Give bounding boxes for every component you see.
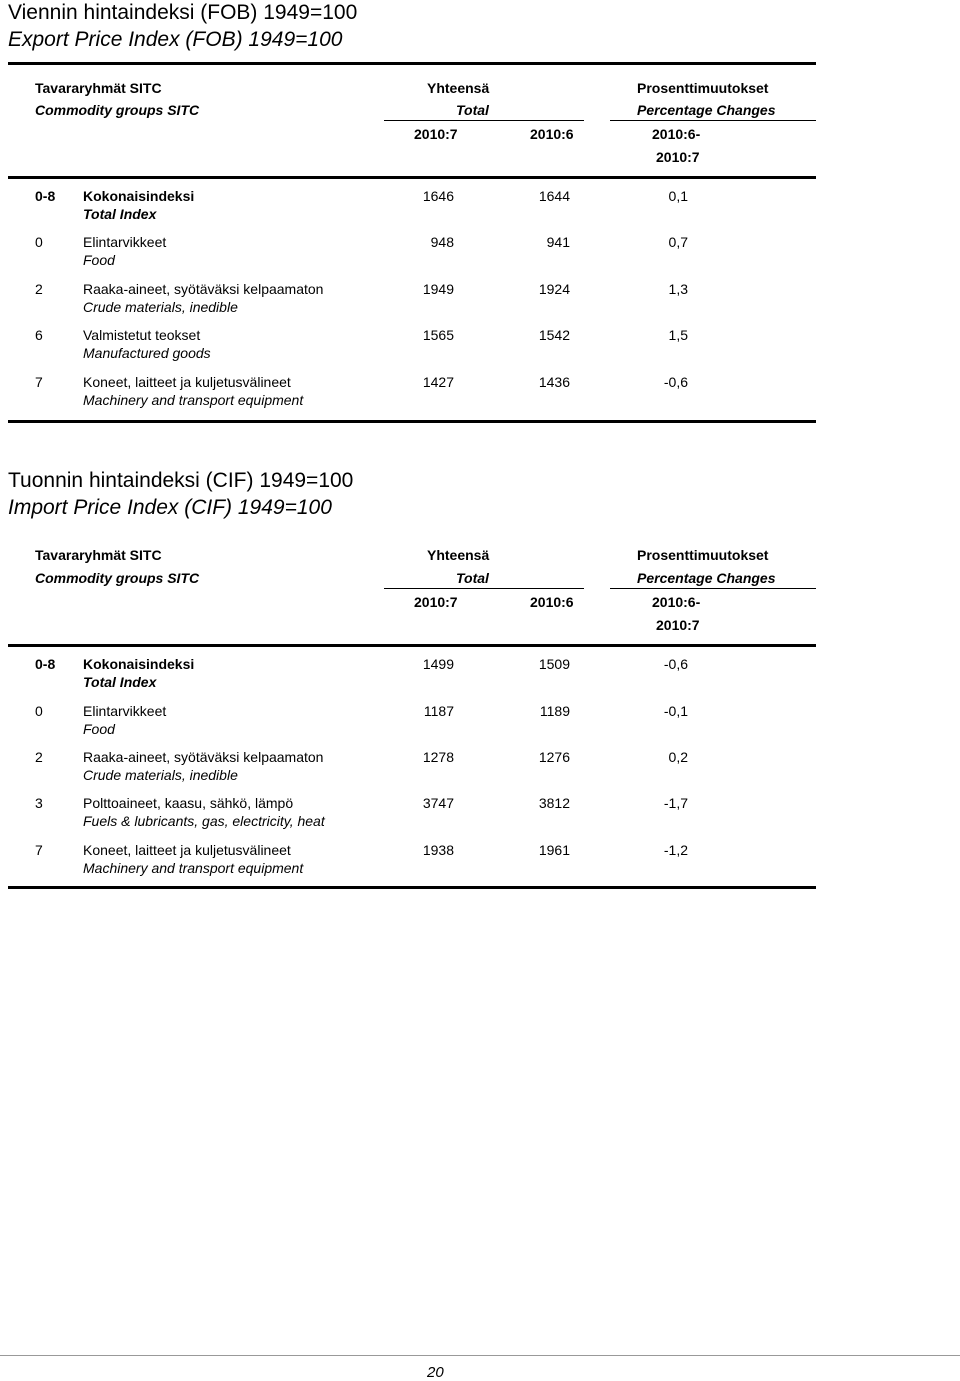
row-label-fi: Raaka-aineet, syötäväksi kelpaamaton [83,749,324,765]
export-header-group-en: Commodity groups SITC [35,102,200,118]
import-change-underline [610,588,816,589]
row-label-fi: Polttoaineet, kaasu, sähkö, lämpö [83,795,294,811]
row-value-change: -0,1 [663,703,688,719]
row-label-en: Manufactured goods [83,345,211,361]
import-header-col1: 2010:7 [414,594,458,610]
row-code: 0-8 [35,188,56,204]
row-code: 0 [35,703,43,719]
import-header-group-en: Commodity groups SITC [35,570,200,586]
row-value-change: -0,6 [663,656,688,672]
row-label-en: Machinery and transport equipment [83,860,304,876]
export-header-group-fi: Tavararyhmät SITC [35,80,162,96]
row-value-2010-7: 1646 [422,188,454,204]
row-value-2010-6: 1542 [538,327,570,343]
import-title-fi: Tuonnin hintaindeksi (CIF) 1949=100 [8,469,354,492]
import-header-group-fi: Tavararyhmät SITC [35,547,162,563]
import-header-col2: 2010:6 [530,594,574,610]
row-code: 0-8 [35,656,56,672]
export-header-rule [8,176,816,179]
row-value-change: -1,7 [663,795,688,811]
export-header-total-en: Total [456,102,489,118]
row-label-fi: Valmistetut teokset [83,327,201,343]
row-label-fi: Koneet, laitteet ja kuljetusvälineet [83,842,291,858]
import-header-col3b: 2010:7 [656,617,700,633]
row-code: 7 [35,842,43,858]
row-label-en: Food [83,252,115,268]
import-header-col3a: 2010:6- [652,594,701,610]
row-code: 6 [35,327,43,343]
row-label-fi: Elintarvikkeet [83,234,167,250]
import-header-total-en: Total [456,570,489,586]
row-value-2010-7: 1427 [422,374,454,390]
row-value-change: 0,1 [668,188,688,204]
row-label-fi: Kokonaisindeksi [83,656,195,672]
export-header-col3a: 2010:6- [652,126,701,142]
row-value-2010-7: 1187 [423,703,454,719]
import-header-change-fi: Prosenttimuutokset [637,547,769,563]
row-label-en: Crude materials, inedible [83,299,238,315]
import-header-total-fi: Yhteensä [427,547,490,563]
row-code: 0 [35,234,43,250]
export-change-underline [610,120,816,121]
page-number: 20 [427,1364,444,1381]
import-title-en: Import Price Index (CIF) 1949=100 [8,496,332,519]
export-total-underline [384,120,584,121]
row-label-en: Machinery and transport equipment [83,392,304,408]
row-value-2010-7: 1565 [422,327,454,343]
row-value-2010-6: 1509 [538,656,570,672]
export-header-total-fi: Yhteensä [427,80,490,96]
row-value-2010-6: 941 [546,234,570,250]
export-header-col3b: 2010:7 [656,149,700,165]
import-header-rule [8,644,816,647]
row-label-fi: Koneet, laitteet ja kuljetusvälineet [83,374,291,390]
row-value-change: 1,3 [668,281,688,297]
footer-rule [0,1355,960,1356]
import-total-underline [384,588,584,589]
row-code: 3 [35,795,43,811]
export-title-en: Export Price Index (FOB) 1949=100 [8,28,343,51]
row-value-2010-6: 3812 [538,795,570,811]
export-header-change-en: Percentage Changes [637,102,776,118]
row-code: 7 [35,374,43,390]
row-value-2010-6: 1189 [539,703,570,719]
row-value-2010-7: 1278 [422,749,454,765]
export-header-col1: 2010:7 [414,126,458,142]
row-value-change: -0,6 [663,374,688,390]
row-label-en: Crude materials, inedible [83,767,238,783]
row-code: 2 [35,749,43,765]
row-value-2010-7: 1949 [422,281,454,297]
row-value-2010-7: 948 [430,234,454,250]
row-value-2010-7: 1499 [422,656,454,672]
export-header-change-fi: Prosenttimuutokset [637,80,769,96]
row-value-change: 1,5 [668,327,688,343]
row-value-change: 0,2 [668,749,688,765]
row-label-en: Fuels & lubricants, gas, electricity, heat [83,813,325,829]
import-bottom-rule [8,886,816,889]
row-label-fi: Raaka-aineet, syötäväksi kelpaamaton [83,281,324,297]
export-title-fi: Viennin hintaindeksi (FOB) 1949=100 [8,1,358,24]
row-label-en: Total Index [83,206,157,222]
row-label-en: Food [83,721,115,737]
row-value-2010-7: 3747 [422,795,454,811]
export-header-col2: 2010:6 [530,126,574,142]
row-label-fi: Kokonaisindeksi [83,188,195,204]
row-value-2010-6: 1961 [538,842,570,858]
row-value-2010-7: 1938 [422,842,454,858]
export-bottom-rule [8,420,816,423]
row-value-2010-6: 1644 [538,188,570,204]
row-value-change: -1,2 [663,842,688,858]
row-value-change: 0,7 [668,234,688,250]
row-code: 2 [35,281,43,297]
export-top-rule [8,62,816,65]
row-label-fi: Elintarvikkeet [83,703,167,719]
import-header-change-en: Percentage Changes [637,570,776,586]
row-label-en: Total Index [83,674,157,690]
row-value-2010-6: 1276 [538,749,570,765]
row-value-2010-6: 1436 [538,374,570,390]
row-value-2010-6: 1924 [538,281,570,297]
